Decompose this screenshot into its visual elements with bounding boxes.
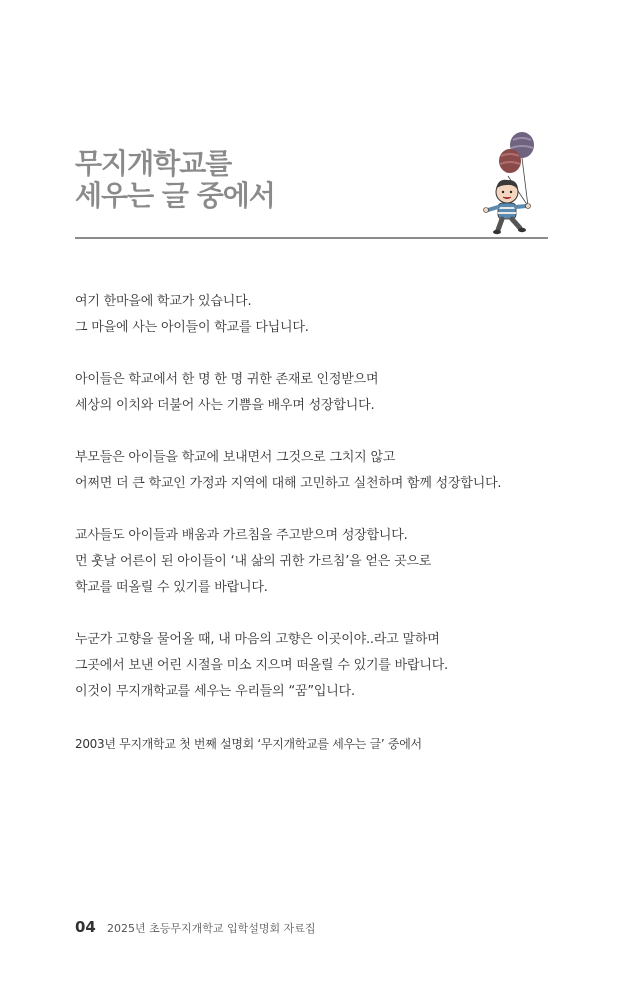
paragraph-line: 세상의 이치와 더불어 사는 기쁨을 배우며 성장합니다. [75, 398, 375, 413]
page-title [75, 148, 275, 212]
paragraph-3 [75, 445, 575, 497]
paragraph-line: 부모들은 아이들을 학교에 보내면서 그것으로 그치지 않고 [75, 450, 396, 465]
document-title: 2025년 초등무지개학교 입학설명회 자료집 [106, 922, 316, 935]
page-number: 04 [75, 918, 96, 936]
boy-with-balloons-icon [470, 128, 550, 238]
paragraph-line: 여기 한마을에 학교가 있습니다. [75, 294, 252, 309]
paragraph-line: 교사들도 아이들과 배움과 가르침을 주고받으며 성장합니다. [75, 528, 408, 543]
paragraph-line: 이것이 무지개학교를 세우는 우리들의 “꿈”입니다. [75, 684, 355, 699]
paragraph-2 [75, 367, 575, 419]
paragraph-line: 아이들은 학교에서 한 명 한 명 귀한 존재로 인정받으며 [75, 372, 379, 387]
paragraph-5 [75, 627, 575, 705]
paragraph-line: 누군가 고향을 물어올 때, 내 마음의 고향은 이곳이야..라고 말하며 [75, 632, 440, 647]
page-title-line-2: 세우는 글 중에서 [75, 179, 275, 212]
paragraph-line: 먼 훗날 어른이 된 아이들이 ‘내 삶의 귀한 가르침’을 얻은 곳으로 [75, 554, 432, 569]
source-citation: 2003년 무지개학교 첫 번째 설명회 ‘무지개학교를 세우는 글’ 중에서 [75, 737, 422, 751]
paragraph-line: 그 마을에 사는 아이들이 학교를 다닙니다. [75, 320, 309, 335]
title-divider [75, 237, 548, 239]
paragraph-line: 어쩌면 더 큰 학교인 가정과 지역에 대해 고민하고 실천하며 함께 성장합니다. [75, 476, 502, 491]
body-text [75, 289, 575, 731]
paragraph-1 [75, 289, 575, 341]
paragraph-4 [75, 523, 575, 601]
page-title-line-1: 무지개학교를 [75, 147, 232, 180]
paragraph-line: 그곳에서 보낸 어린 시절을 미소 지으며 떠올릴 수 있기를 바랍니다. [75, 658, 448, 673]
paragraph-line: 학교를 떠올릴 수 있기를 바랍니다. [75, 580, 268, 595]
page-footer [75, 917, 315, 936]
